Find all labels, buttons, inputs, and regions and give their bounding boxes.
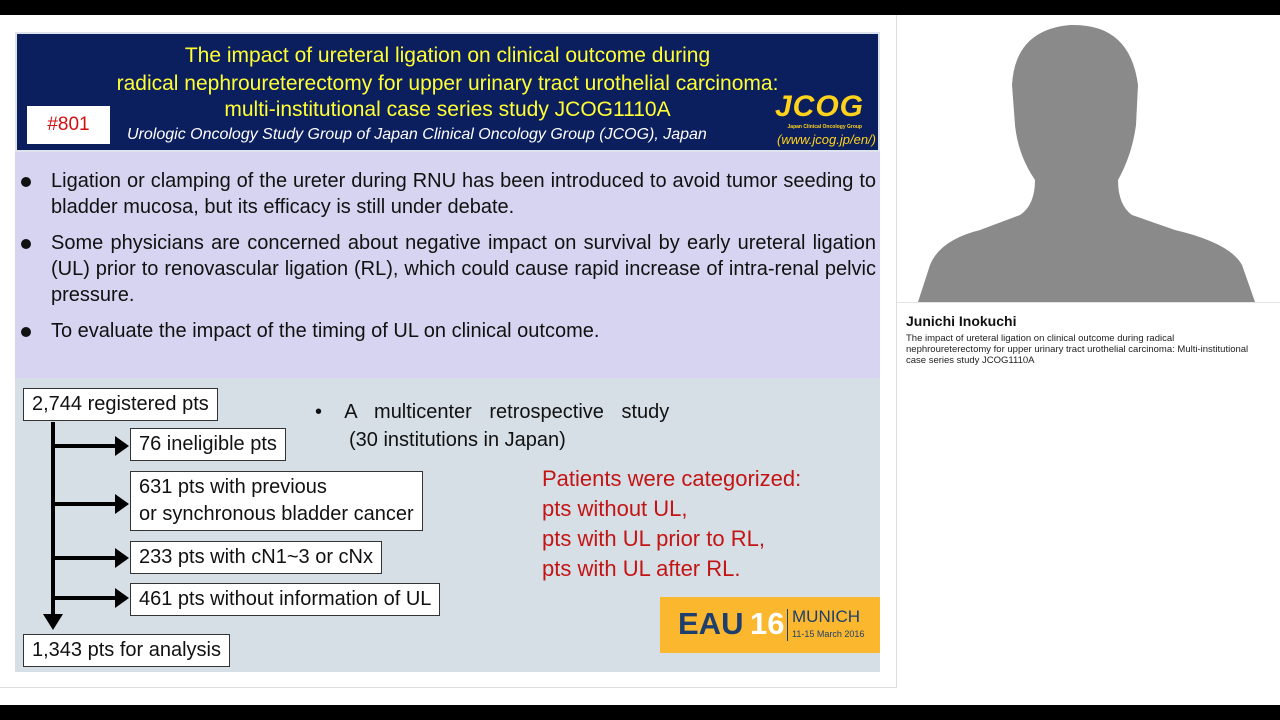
flow-box-registered: 2,744 registered pts: [23, 388, 218, 421]
study-line: • A multicenter retrospective study: [315, 401, 670, 423]
eau-city: MUNICH: [792, 607, 860, 626]
study-description: [315, 398, 669, 454]
bottom-letterbox: [0, 705, 1280, 720]
arrow-right-icon: [115, 494, 129, 514]
slide-header: [15, 32, 880, 152]
bullet-icon: [21, 239, 31, 249]
flow-main-line: [51, 422, 55, 620]
study-institutions: (30 institutions in Japan): [349, 429, 566, 451]
category-item: pts with UL after RL.: [542, 556, 741, 581]
flow-box-analysis: 1,343 pts for analysis: [23, 634, 230, 667]
presentation-description: The impact of ureteral ligation on clinical outcome during radical nephroureterectomy for upper urinary tract urothelial carcinoma: Multi-institutional case series study JCOG1110A: [906, 333, 1249, 366]
eau16-logo: [660, 597, 880, 653]
poster-number: #801: [27, 106, 110, 144]
affiliation: Urologic Oncology Study Group of Japan Clinical Oncology Group (JCOG), Japan: [127, 126, 707, 143]
categories: [542, 464, 801, 584]
flow-box-excluded: 233 pts with cN1~3 or cNx: [130, 541, 382, 574]
bullet-item: Ligation or clamping of the ureter during RNU has been introduced to avoid tumor seeding to bladder mucosa, but its efficacy is still under debate.: [21, 168, 876, 220]
bullet-item: Some physicians are concerned about negative impact on survival by early ureteral ligation (UL) prior to renovascular ligation (RL), which could cause rapid increase of intra-renal pelvic pressure.: [21, 230, 876, 308]
category-heading: Patients were categorized:: [542, 466, 802, 491]
bullet-icon: [21, 177, 31, 187]
eau-brand: EAU: [678, 606, 744, 641]
arrow-right-icon: [115, 436, 129, 456]
speaker-avatar: [900, 15, 1280, 302]
person-silhouette-icon: [900, 15, 1280, 302]
jcog-logo-subtitle: Japan Clinical Oncology Group: [787, 124, 862, 130]
eau-dates: 11-15 March 2016: [792, 629, 865, 639]
category-item: pts without UL,: [542, 496, 688, 521]
title-line: The impact of ureteral ligation on clinical outcome during: [184, 44, 711, 67]
flow-box-excluded: 76 ineligible pts: [130, 428, 286, 461]
divider: [787, 609, 788, 641]
title-line: radical nephroureterectomy for upper urinary tract urothelial carcinoma:: [116, 72, 779, 95]
top-letterbox: [0, 0, 1280, 15]
study-type: A multicenter retrospective study: [344, 401, 670, 423]
flow-branch: [53, 556, 117, 560]
flow-box-excluded: 631 pts with previous or synchronous bladder cancer: [130, 471, 423, 531]
arrow-right-icon: [115, 588, 129, 608]
flow-branch: [53, 596, 117, 600]
arrow-right-icon: [115, 548, 129, 568]
jcog-url: (www.jcog.jp/en/): [777, 132, 876, 147]
flow-box-excluded: 461 pts without information of UL: [130, 583, 440, 616]
background-section: [15, 152, 880, 378]
flow-branch: [53, 502, 117, 506]
eau-year: 16: [750, 606, 785, 641]
jcog-logo: JCOG: [774, 90, 864, 123]
bullet-icon: [21, 327, 31, 337]
title-line: multi-institutional case series study JCOG1110A: [224, 98, 671, 121]
flow-branch: [53, 444, 117, 448]
category-item: pts with UL prior to RL,: [542, 526, 765, 551]
arrow-down-icon: [43, 614, 63, 630]
study-design-section: [15, 378, 880, 672]
speaker-name: Junichi Inokuchi: [906, 313, 1017, 329]
bullet-item: To evaluate the impact of the timing of UL on clinical outcome.: [21, 318, 876, 344]
divider: [897, 302, 1280, 303]
